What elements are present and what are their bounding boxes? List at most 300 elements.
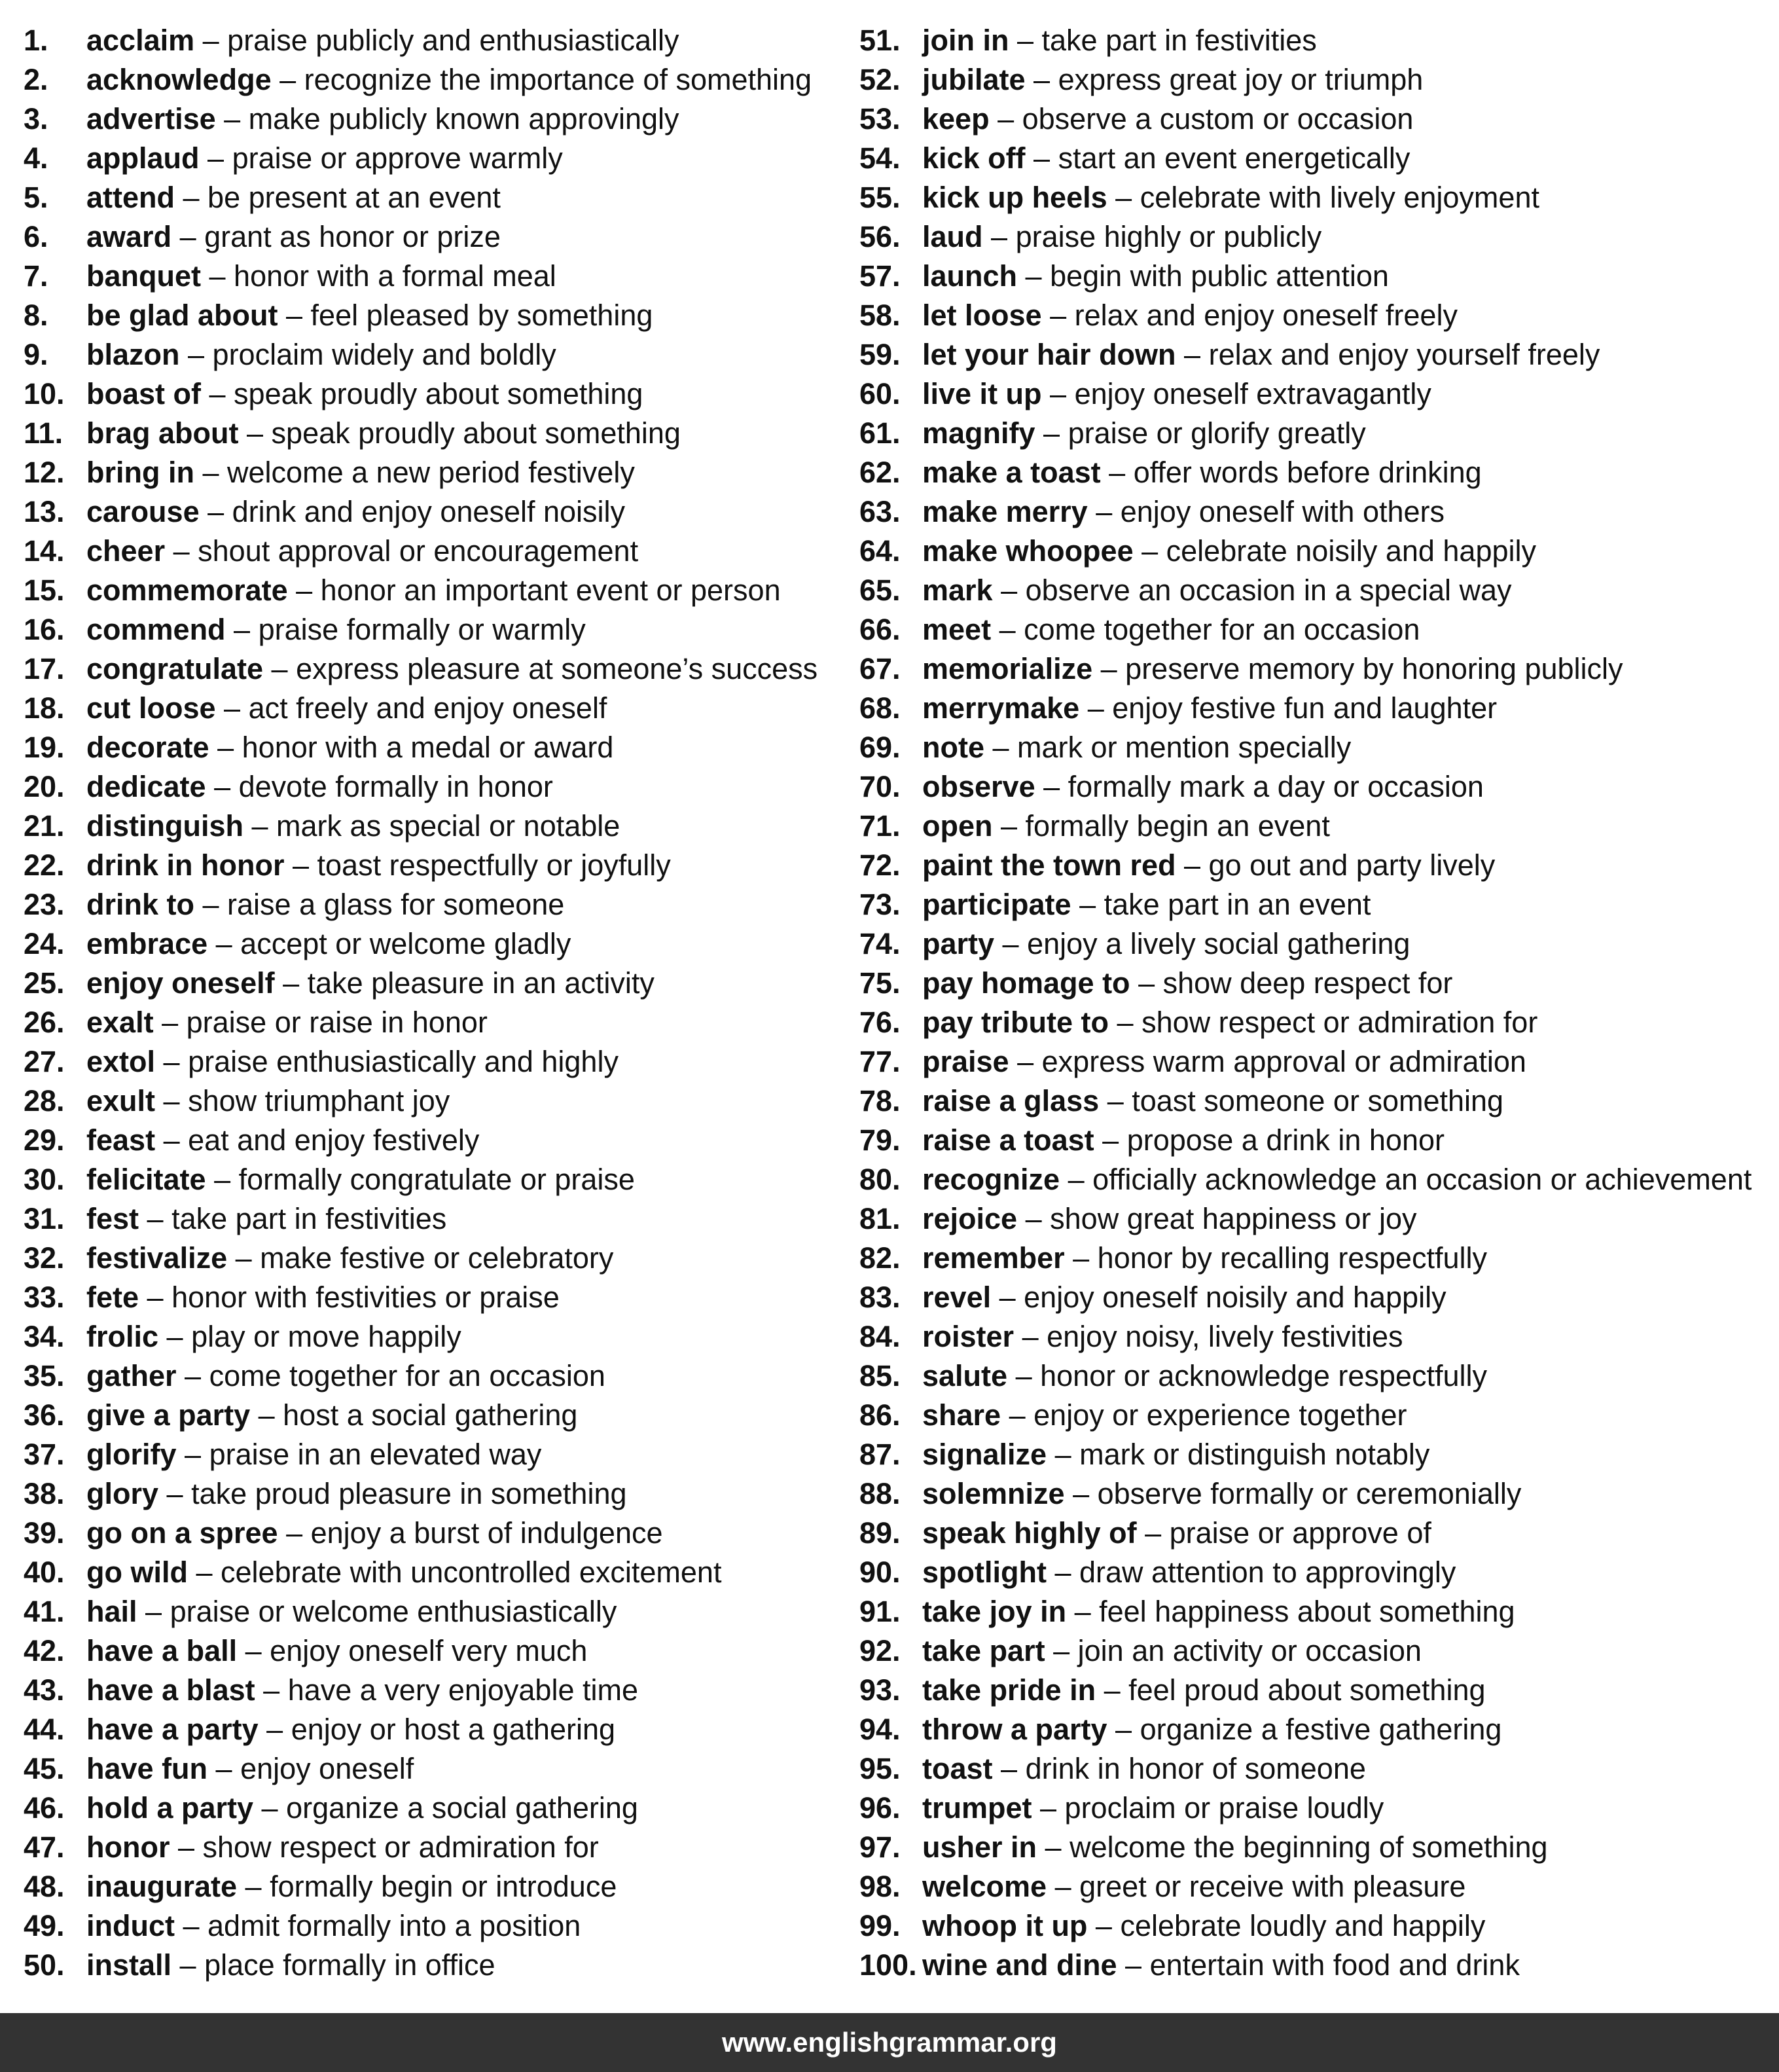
item-separator: – — [1107, 1713, 1140, 1746]
list-item — [24, 1592, 855, 1631]
word-list-right — [859, 21, 1769, 1985]
list-item — [24, 217, 855, 257]
item-definition: begin with public attention — [1050, 259, 1389, 293]
item-separator: – — [1100, 456, 1134, 489]
item-number: 72. — [859, 848, 901, 882]
item-separator: – — [1017, 259, 1051, 293]
list-item — [859, 492, 1769, 532]
item-separator: – — [201, 259, 234, 293]
item-definition: celebrate noisily and happily — [1166, 534, 1537, 568]
item-number: 73. — [859, 888, 901, 921]
item-term: felicitate — [86, 1163, 206, 1196]
item-separator: – — [194, 456, 228, 489]
item-term: have a party — [86, 1713, 259, 1746]
list-item — [24, 1278, 855, 1317]
item-term: signalize — [922, 1438, 1047, 1471]
item-number: 58. — [859, 299, 901, 332]
item-separator: – — [175, 181, 208, 214]
item-number: 66. — [859, 613, 901, 646]
item-definition: observe formally or ceremonially — [1097, 1477, 1522, 1510]
list-item — [859, 1396, 1769, 1435]
item-definition: proclaim or praise loudly — [1064, 1791, 1384, 1825]
list-item — [859, 924, 1769, 964]
list-item — [24, 1631, 855, 1671]
item-number: 9. — [24, 338, 48, 371]
item-number: 49. — [24, 1909, 65, 1942]
list-item — [24, 649, 855, 689]
item-number: 91. — [859, 1595, 901, 1628]
item-definition: eat and enjoy festively — [188, 1123, 480, 1157]
item-definition: preserve memory by honoring publicly — [1125, 652, 1623, 685]
item-definition: have a very enjoyable time — [287, 1673, 638, 1707]
item-separator: – — [1099, 1084, 1132, 1118]
item-definition: propose a drink in honor — [1126, 1123, 1445, 1157]
item-term: recognize — [922, 1163, 1060, 1196]
item-number: 70. — [859, 770, 901, 803]
item-separator: – — [194, 888, 228, 921]
item-definition: enjoy a lively social gathering — [1027, 927, 1411, 960]
item-separator: – — [1130, 966, 1163, 1000]
item-definition: draw attention to approvingly — [1079, 1555, 1456, 1589]
item-definition: take pleasure in an activity — [307, 966, 655, 1000]
list-item — [859, 1789, 1769, 1828]
item-definition: express great joy or triumph — [1058, 63, 1424, 96]
item-separator: – — [992, 809, 1026, 843]
item-definition: place formally in office — [204, 1948, 495, 1982]
item-separator: – — [1037, 1830, 1070, 1864]
item-number: 26. — [24, 1006, 65, 1039]
item-number: 4. — [24, 141, 48, 175]
item-term: drink to — [86, 888, 194, 921]
item-separator: – — [274, 966, 308, 1000]
item-definition: honor with a medal or award — [242, 731, 614, 764]
item-separator: – — [271, 63, 304, 96]
item-term: revel — [922, 1281, 992, 1314]
item-number: 39. — [24, 1516, 65, 1550]
item-definition: show great happiness or joy — [1050, 1202, 1417, 1235]
item-definition: take part in festivities — [171, 1202, 447, 1235]
list-item — [859, 1749, 1769, 1789]
item-number: 78. — [859, 1084, 901, 1118]
item-number: 94. — [859, 1713, 901, 1746]
list-item — [859, 1081, 1769, 1121]
item-definition: make festive or celebratory — [260, 1241, 614, 1275]
item-term: commemorate — [86, 573, 288, 607]
item-number: 15. — [24, 573, 65, 607]
list-item — [859, 335, 1769, 374]
item-separator: – — [1046, 1555, 1080, 1589]
item-number: 50. — [24, 1948, 65, 1982]
item-separator: – — [199, 141, 232, 175]
item-definition: take part in an event — [1104, 888, 1371, 921]
item-number: 43. — [24, 1673, 65, 1707]
list-item — [24, 689, 855, 728]
item-term: fete — [86, 1281, 139, 1314]
item-separator: – — [1133, 534, 1166, 568]
item-separator: – — [1176, 848, 1209, 882]
item-term: boast of — [86, 377, 201, 410]
item-term: rejoice — [922, 1202, 1018, 1235]
item-definition: observe a custom or occasion — [1022, 102, 1414, 136]
item-term: wine and dine — [922, 1948, 1117, 1982]
item-number: 54. — [859, 141, 901, 175]
item-definition: proclaim widely and boldly — [212, 338, 556, 371]
list-item — [24, 1514, 855, 1553]
footer-website: www.englishgrammar.org — [722, 2027, 1057, 2058]
list-item — [859, 1867, 1769, 1906]
item-number: 30. — [24, 1163, 65, 1196]
item-separator: – — [237, 1870, 270, 1903]
item-separator: – — [199, 495, 232, 528]
item-definition: devote formally in honor — [238, 770, 553, 803]
item-term: raise a toast — [922, 1123, 1094, 1157]
item-term: decorate — [86, 731, 209, 764]
list-item — [859, 60, 1769, 100]
item-number: 41. — [24, 1595, 65, 1628]
item-definition: start an event energetically — [1058, 141, 1411, 175]
item-definition: praise in an elevated way — [209, 1438, 542, 1471]
item-term: join in — [922, 24, 1009, 57]
item-term: trumpet — [922, 1791, 1032, 1825]
item-separator: – — [1094, 1123, 1127, 1157]
list-item — [24, 728, 855, 767]
item-definition: honor with festivities or praise — [171, 1281, 560, 1314]
item-number: 10. — [24, 377, 65, 410]
item-separator: – — [1176, 338, 1209, 371]
list-item — [24, 60, 855, 100]
item-number: 81. — [859, 1202, 901, 1235]
item-term: solemnize — [922, 1477, 1065, 1510]
item-number: 59. — [859, 338, 901, 371]
item-definition: honor with a formal meal — [234, 259, 556, 293]
item-definition: praise or glorify greatly — [1068, 416, 1366, 450]
list-item — [24, 1671, 855, 1710]
list-item — [24, 1396, 855, 1435]
item-definition: admit formally into a position — [207, 1909, 581, 1942]
item-number: 82. — [859, 1241, 901, 1275]
item-definition: praise publicly and enthusiastically — [227, 24, 679, 57]
item-number: 93. — [859, 1673, 901, 1707]
list-item — [859, 1239, 1769, 1278]
list-item — [859, 846, 1769, 885]
item-definition: go out and party lively — [1208, 848, 1496, 882]
item-term: take pride in — [922, 1673, 1096, 1707]
item-term: magnify — [922, 416, 1035, 450]
item-number: 12. — [24, 456, 65, 489]
list-item — [24, 1081, 855, 1121]
item-separator: – — [1025, 63, 1058, 96]
item-term: take part — [922, 1634, 1045, 1667]
list-item — [24, 846, 855, 885]
item-definition: organize a social gathering — [286, 1791, 638, 1825]
item-number: 71. — [859, 809, 901, 843]
list-item — [859, 21, 1769, 60]
item-separator: – — [201, 377, 234, 410]
item-number: 33. — [24, 1281, 65, 1314]
list-item — [24, 1435, 855, 1474]
item-separator: – — [1066, 1595, 1100, 1628]
item-term: be glad about — [86, 299, 278, 332]
item-term: let loose — [922, 299, 1042, 332]
list-item — [24, 453, 855, 492]
item-number: 98. — [859, 1870, 901, 1903]
item-number: 32. — [24, 1241, 65, 1275]
item-term: memorialize — [922, 652, 1093, 685]
item-number: 68. — [859, 691, 901, 725]
item-term: inaugurate — [86, 1870, 238, 1903]
item-separator: – — [991, 613, 1024, 646]
list-item — [24, 296, 855, 335]
item-definition: show triumphant joy — [188, 1084, 450, 1118]
list-item — [859, 964, 1769, 1003]
list-item — [859, 1003, 1769, 1042]
item-separator: – — [1064, 1477, 1098, 1510]
item-number: 88. — [859, 1477, 901, 1510]
item-definition: enjoy oneself with others — [1120, 495, 1445, 528]
list-item — [24, 964, 855, 1003]
item-separator: – — [1009, 24, 1042, 57]
item-term: acclaim — [86, 24, 195, 57]
item-separator: – — [171, 1948, 205, 1982]
item-separator: – — [992, 573, 1026, 607]
item-number: 76. — [859, 1006, 901, 1039]
list-item — [24, 1906, 855, 1946]
item-term: induct — [86, 1909, 175, 1942]
item-term: praise — [922, 1045, 1009, 1078]
item-number: 31. — [24, 1202, 65, 1235]
item-term: have a blast — [86, 1673, 255, 1707]
item-definition: honor an important event or person — [320, 573, 781, 607]
item-term: go on a spree — [86, 1516, 278, 1550]
item-number: 29. — [24, 1123, 65, 1157]
item-definition: mark or distinguish notably — [1079, 1438, 1430, 1471]
item-number: 47. — [24, 1830, 65, 1864]
item-number: 52. — [859, 63, 901, 96]
item-term: live it up — [922, 377, 1042, 410]
item-separator: – — [237, 1634, 270, 1667]
item-term: speak highly of — [922, 1516, 1137, 1550]
list-item — [859, 885, 1769, 924]
item-separator: – — [1041, 377, 1075, 410]
item-term: exult — [86, 1084, 156, 1118]
item-definition: praise enthusiastically and highly — [188, 1045, 619, 1078]
item-term: jubilate — [922, 63, 1026, 96]
item-number: 69. — [859, 731, 901, 764]
item-number: 8. — [24, 299, 48, 332]
item-separator: – — [1017, 1202, 1051, 1235]
item-number: 27. — [24, 1045, 65, 1078]
item-separator: – — [1032, 1791, 1065, 1825]
list-item — [24, 1160, 855, 1199]
list-item — [859, 1474, 1769, 1514]
item-separator: – — [170, 1830, 203, 1864]
list-item — [24, 492, 855, 532]
item-term: pay homage to — [922, 966, 1130, 1000]
item-definition: formally begin an event — [1025, 809, 1330, 843]
item-separator: – — [1096, 1673, 1129, 1707]
item-separator: – — [1045, 1634, 1078, 1667]
list-item — [24, 610, 855, 649]
list-item — [859, 649, 1769, 689]
item-separator: – — [255, 1673, 288, 1707]
item-definition: join an activity or occasion — [1077, 1634, 1422, 1667]
item-definition: formally begin or introduce — [270, 1870, 617, 1903]
item-definition: enjoy festive fun and laughter — [1112, 691, 1498, 725]
item-separator: – — [174, 1909, 208, 1942]
item-definition: praise or approve warmly — [232, 141, 563, 175]
item-definition: welcome a new period festively — [227, 456, 635, 489]
item-number: 46. — [24, 1791, 65, 1825]
item-number: 42. — [24, 1634, 65, 1667]
item-separator: – — [284, 848, 317, 882]
item-separator: – — [155, 1045, 189, 1078]
item-separator: – — [1047, 1438, 1080, 1471]
list-item — [859, 571, 1769, 610]
item-separator: – — [982, 220, 1016, 253]
item-definition: speak proudly about something — [271, 416, 681, 450]
list-item — [859, 1356, 1769, 1396]
item-separator: – — [137, 1595, 170, 1628]
item-number: 99. — [859, 1909, 901, 1942]
item-separator: – — [207, 927, 241, 960]
item-term: commend — [86, 613, 226, 646]
item-number: 11. — [24, 416, 63, 450]
item-term: pay tribute to — [922, 1006, 1109, 1039]
list-item — [859, 139, 1769, 178]
item-term: take joy in — [922, 1595, 1067, 1628]
item-term: gather — [86, 1359, 177, 1392]
item-definition: celebrate with uncontrolled excitement — [221, 1555, 722, 1589]
item-term: welcome — [922, 1870, 1047, 1903]
item-number: 84. — [859, 1320, 901, 1353]
item-number: 96. — [859, 1791, 901, 1825]
item-term: mark — [922, 573, 993, 607]
list-item — [24, 1003, 855, 1042]
item-term: go wild — [86, 1555, 188, 1589]
item-definition: recognize the importance of something — [304, 63, 812, 96]
item-separator: – — [278, 299, 311, 332]
list-item — [24, 885, 855, 924]
item-separator: – — [179, 338, 213, 371]
item-number: 65. — [859, 573, 901, 607]
item-separator: – — [176, 1359, 209, 1392]
item-definition: enjoy oneself noisily and happily — [1024, 1281, 1447, 1314]
list-item — [859, 1671, 1769, 1710]
item-definition: feel proud about something — [1128, 1673, 1486, 1707]
list-item — [24, 1042, 855, 1081]
item-separator: – — [153, 1006, 187, 1039]
item-term: note — [922, 731, 984, 764]
item-term: spotlight — [922, 1555, 1047, 1589]
item-term: meet — [922, 613, 992, 646]
list-item — [859, 217, 1769, 257]
item-separator: – — [209, 731, 242, 764]
item-term: frolic — [86, 1320, 159, 1353]
item-separator: – — [187, 1555, 221, 1589]
item-separator: – — [206, 1163, 239, 1196]
item-number: 79. — [859, 1123, 901, 1157]
item-number: 23. — [24, 888, 65, 921]
item-number: 77. — [859, 1045, 901, 1078]
item-definition: feel pleased by something — [310, 299, 653, 332]
item-term: have a ball — [86, 1634, 238, 1667]
list-item — [859, 807, 1769, 846]
item-term: toast — [922, 1752, 993, 1785]
item-term: usher in — [922, 1830, 1037, 1864]
item-definition: officially acknowledge an occasion or achievement — [1092, 1163, 1752, 1196]
item-term: enjoy oneself — [86, 966, 275, 1000]
item-number: 83. — [859, 1281, 901, 1314]
item-definition: mark as special or notable — [276, 809, 620, 843]
item-term: roister — [922, 1320, 1015, 1353]
item-term: extol — [86, 1045, 156, 1078]
item-separator: – — [1109, 1006, 1142, 1039]
item-separator: – — [1035, 416, 1068, 450]
item-definition: toast someone or something — [1132, 1084, 1504, 1118]
item-term: laud — [922, 220, 983, 253]
footer-bar — [0, 2013, 1779, 2072]
list-item — [24, 532, 855, 571]
item-definition: feel happiness about something — [1099, 1595, 1515, 1628]
list-item — [859, 689, 1769, 728]
item-term: remember — [922, 1241, 1065, 1275]
item-term: hail — [86, 1595, 137, 1628]
item-number: 38. — [24, 1477, 65, 1510]
item-number: 6. — [24, 220, 48, 253]
item-term: glory — [86, 1477, 159, 1510]
item-separator: – — [215, 102, 249, 136]
item-number: 85. — [859, 1359, 901, 1392]
item-definition: offer words before drinking — [1133, 456, 1482, 489]
item-number: 7. — [24, 259, 48, 293]
item-separator: – — [1071, 888, 1104, 921]
item-term: advertise — [86, 102, 216, 136]
item-number: 24. — [24, 927, 65, 960]
item-term: award — [86, 220, 172, 253]
list-item — [859, 1906, 1769, 1946]
item-term: cheer — [86, 534, 166, 568]
item-separator: – — [194, 24, 228, 57]
list-item — [24, 1356, 855, 1396]
list-item — [24, 767, 855, 807]
list-item — [24, 571, 855, 610]
item-term: merrymake — [922, 691, 1080, 725]
item-number: 51. — [859, 24, 901, 57]
list-item — [859, 1710, 1769, 1749]
item-term: drink in honor — [86, 848, 285, 882]
item-definition: be present at an event — [207, 181, 501, 214]
item-term: feast — [86, 1123, 156, 1157]
item-separator: – — [1087, 1909, 1121, 1942]
item-number: 95. — [859, 1752, 901, 1785]
item-separator: – — [1007, 1359, 1041, 1392]
item-definition: accept or welcome gladly — [240, 927, 571, 960]
list-item — [859, 414, 1769, 453]
list-item — [859, 767, 1769, 807]
item-separator: – — [1041, 299, 1075, 332]
item-definition: speak proudly about something — [234, 377, 643, 410]
item-separator: – — [278, 1516, 311, 1550]
item-number: 56. — [859, 220, 901, 253]
item-term: glorify — [86, 1438, 177, 1471]
item-term: raise a glass — [922, 1084, 1100, 1118]
item-number: 45. — [24, 1752, 65, 1785]
item-term: applaud — [86, 141, 200, 175]
list-item — [24, 1946, 855, 1985]
item-definition: relax and enjoy oneself freely — [1074, 299, 1458, 332]
list-item — [859, 728, 1769, 767]
list-item — [24, 1199, 855, 1239]
